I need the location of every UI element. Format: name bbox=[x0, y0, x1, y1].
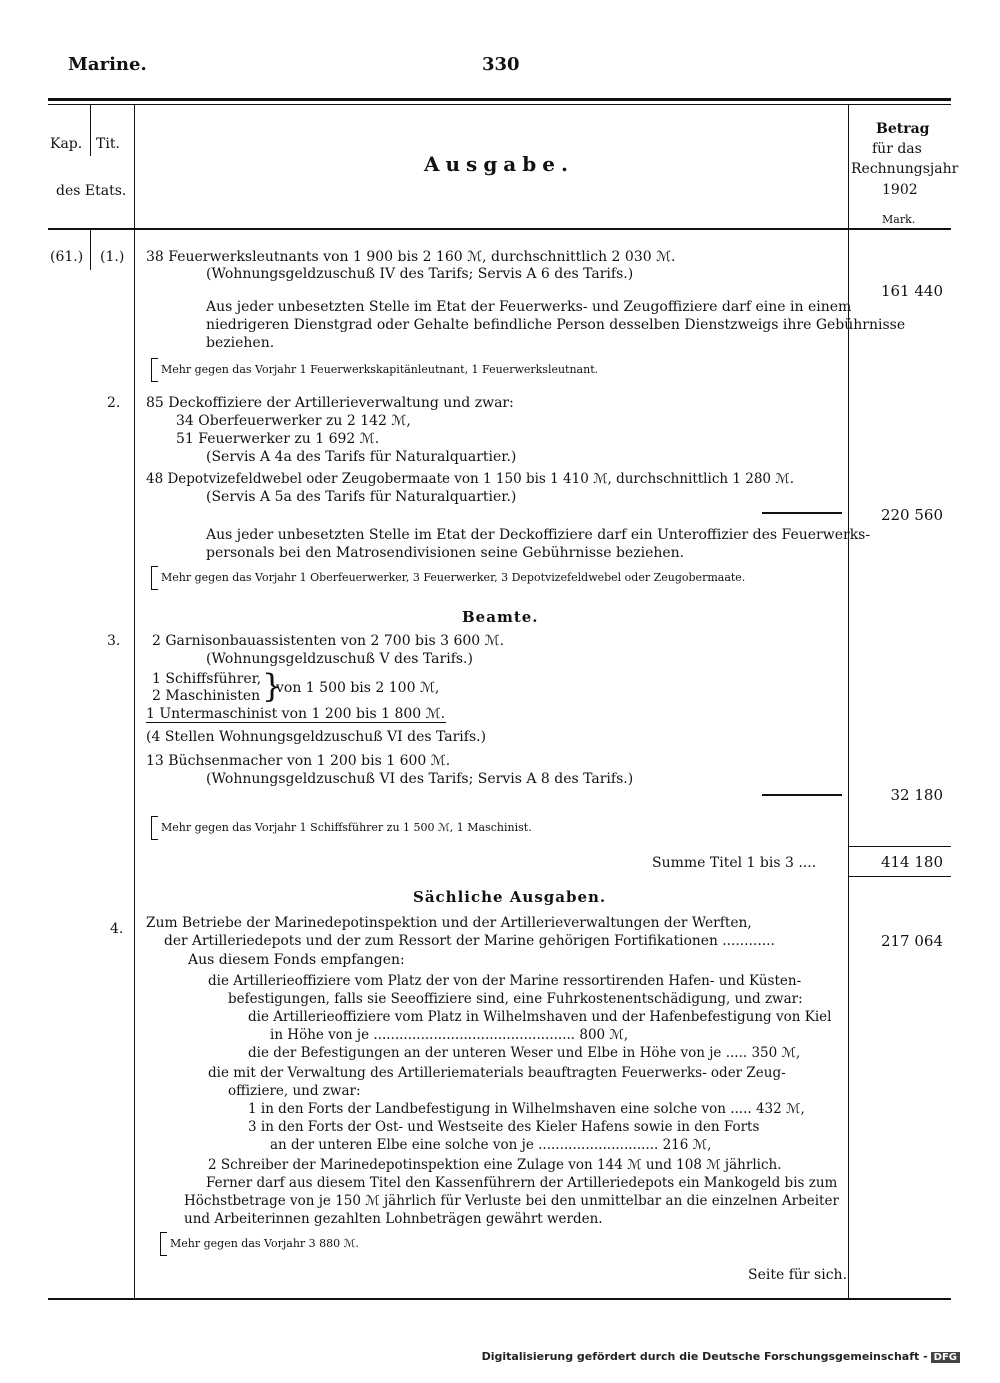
r3-tit: 3. bbox=[107, 633, 121, 649]
r3-mehr: Mehr gegen das Vorjahr 1 Schiffsführer zu 1 500 ℳ, 1 Maschinist. bbox=[161, 821, 532, 834]
r4-line-10: offiziere, und zwar: bbox=[228, 1083, 361, 1099]
header-title: Ausgabe. bbox=[424, 152, 574, 176]
kap-tit-divider-body bbox=[90, 230, 91, 270]
header-des-etats: des Etats. bbox=[56, 183, 127, 199]
r4-line-12: 3 in den Forts der Ost- und Westseite des Kieler Hafens sowie in den Forts bbox=[248, 1119, 760, 1135]
r4-line-6: die Artillerieoffiziere vom Platz in Wilhelmshaven und der Hafenbefestigung von Kiel bbox=[248, 1009, 832, 1025]
r1-kap: (61.) bbox=[50, 249, 84, 265]
r3-line-3a: 1 Schiffsführer, bbox=[152, 671, 262, 687]
r2-line-2: 34 Oberfeuerwerker zu 2 142 ℳ, bbox=[176, 413, 411, 429]
r4-line-5: befestigungen, falls sie Seeoffiziere sind, eine Fuhrkostenentschädigung, und zwar: bbox=[228, 991, 803, 1007]
r3-subtotal-line bbox=[762, 794, 842, 796]
kap-tit-divider bbox=[90, 104, 91, 156]
header-betrag-year: 1902 bbox=[882, 182, 918, 198]
r3-line-4: 1 Untermaschinist von 1 200 bis 1 800 ℳ. bbox=[146, 706, 446, 722]
r1-para-3: beziehen. bbox=[206, 335, 275, 351]
header-betrag-3: Rechnungsjahr bbox=[851, 161, 959, 177]
r2-amount: 220 560 bbox=[880, 506, 943, 524]
r2-subtotal-line bbox=[762, 512, 842, 514]
digitization-footer bbox=[482, 1350, 960, 1363]
text-column-left-border bbox=[134, 104, 135, 1299]
r2-mehr-bracket bbox=[151, 566, 158, 590]
saechliche-heading: Sächliche Ausgaben. bbox=[413, 888, 607, 906]
r4-line-3: Aus diesem Fonds empfangen: bbox=[188, 952, 405, 968]
dfg-logo: DFG bbox=[931, 1352, 960, 1363]
r3-line-5: (4 Stellen Wohnungsgeldzuschuß VI des Tarifs.) bbox=[146, 729, 487, 745]
r1-line-2: (Wohnungsgeldzuschuß IV des Tarifs; Servis A 6 des Tarifs.) bbox=[206, 266, 634, 282]
r4-line-17: und Arbeiterinnen gezahlten Lohnbeträgen gewährt werden. bbox=[184, 1211, 603, 1227]
r2-line-4: (Servis A 4a des Tarifs für Naturalquartier.) bbox=[206, 449, 517, 465]
top-rule bbox=[48, 98, 951, 101]
r4-line-14: 2 Schreiber der Marinedepotinspektion eine Zulage von 144 ℳ und 108 ℳ jährlich. bbox=[208, 1157, 782, 1173]
r3-amount: 32 180 bbox=[890, 786, 943, 804]
r2-tit: 2. bbox=[107, 395, 121, 411]
amount-column-border bbox=[848, 104, 849, 1299]
r2-line-5: 48 Depotvizefeldwebel oder Zeugobermaate von 1 150 bis 1 410 ℳ, durchschnittlich 1 280 ℳ. bbox=[146, 471, 795, 487]
r4-tit: 4. bbox=[110, 921, 124, 937]
r2-line-6: (Servis A 5a des Tarifs für Naturalquartier.) bbox=[206, 489, 517, 505]
r4-line-15: Ferner darf aus diesem Titel den Kassenführern der Artilleriedepots ein Mankogeld bis zum bbox=[206, 1175, 838, 1191]
r3-brace: } bbox=[262, 667, 283, 705]
summe-label: Summe Titel 1 bis 3 .... bbox=[652, 855, 817, 871]
r2-mehr: Mehr gegen das Vorjahr 1 Oberfeuerwerker, 3 Feuerwerker, 3 Depotvizefeldwebel oder Zeugobermaate. bbox=[161, 571, 746, 584]
r1-tit: (1.) bbox=[100, 249, 125, 265]
r4-line-9: die mit der Verwaltung des Artilleriematerials beauftragten Feuerwerks- oder Zeug- bbox=[208, 1065, 786, 1081]
r4-mehr-bracket bbox=[160, 1232, 167, 1256]
r4-line-13: an der unteren Elbe eine solche von je ............................ 216 ℳ, bbox=[270, 1137, 712, 1153]
summe-amount: 414 180 bbox=[880, 853, 943, 871]
footer-text: Digitalisierung gefördert durch die Deutsche Forschungsgemeinschaft - bbox=[481, 1350, 928, 1363]
r4-line-1: Zum Betriebe der Marinedepotinspektion und der Artillerieverwaltungen der Werften, bbox=[146, 915, 752, 931]
r2-line-1: 85 Deckoffiziere der Artillerieverwaltung und zwar: bbox=[146, 395, 514, 411]
r4-line-4: die Artillerieoffiziere vom Platz der von der Marine ressortirenden Hafen- und Küsten- bbox=[208, 973, 802, 989]
header-betrag-1: Betrag bbox=[876, 121, 930, 137]
top-rule-thin bbox=[48, 104, 951, 105]
r1-amount: 161 440 bbox=[880, 282, 943, 300]
r4-line-7: in Höhe von je ............................................... 800 ℳ, bbox=[270, 1027, 629, 1043]
header-kap: Kap. bbox=[50, 136, 83, 152]
r3-divider bbox=[146, 722, 446, 723]
r4-line-2: der Artilleriedepots und der zum Ressort der Marine gehörigen Fortifikationen ............ bbox=[164, 933, 775, 949]
r4-line-16: Höchstbetrage von je 150 ℳ jährlich für Verluste bei den unmittelbar an die einzelnen Arbeiter bbox=[184, 1193, 839, 1209]
r3-line-7: (Wohnungsgeldzuschuß VI des Tarifs; Servis A 8 des Tarifs.) bbox=[206, 771, 634, 787]
r3-line-3b: 2 Maschinisten bbox=[152, 688, 261, 704]
r1-line-1: 38 Feuerwerksleutnants von 1 900 bis 2 160 ℳ, durchschnittlich 2 030 ℳ. bbox=[146, 249, 676, 265]
r2-line-3: 51 Feuerwerker zu 1 692 ℳ. bbox=[176, 431, 380, 447]
r2-para-2: personals bei den Matrosendivisionen seine Gebührnisse beziehen. bbox=[206, 545, 685, 561]
r4-line-11: 1 in den Forts der Landbefestigung in Wilhelmshaven eine solche von ..... 432 ℳ, bbox=[248, 1101, 805, 1117]
r3-mehr-bracket bbox=[151, 816, 158, 840]
running-head: Marine. bbox=[68, 54, 147, 75]
r3-line-1: 2 Garnisonbauassistenten von 2 700 bis 3 600 ℳ. bbox=[152, 633, 505, 649]
seite-fuer-sich: Seite für sich. bbox=[748, 1267, 848, 1283]
header-rule bbox=[48, 228, 951, 230]
r1-para-1: Aus jeder unbesetzten Stelle im Etat der Feuerwerks- und Zeugoffiziere darf eine in einem bbox=[206, 299, 852, 315]
r2-para-1: Aus jeder unbesetzten Stelle im Etat der Deckoffiziere darf ein Unteroffizier des Feuerwerks- bbox=[206, 527, 871, 543]
header-betrag-2: für das bbox=[872, 141, 922, 157]
r1-para-2: niedrigeren Dienstgrad oder Gehalte befindliche Person desselben Dienstzweigs ihre Gebührnisse bbox=[206, 317, 906, 333]
summe-rule-bottom bbox=[848, 876, 951, 877]
r3-line-2: (Wohnungsgeldzuschuß V des Tarifs.) bbox=[206, 651, 473, 667]
r4-line-8: die der Befestigungen an der unteren Weser und Elbe in Höhe von je ..... 350 ℳ, bbox=[248, 1045, 801, 1061]
r1-mehr: Mehr gegen das Vorjahr 1 Feuerwerkskapitänleutnant, 1 Feuerwerksleutnant. bbox=[161, 363, 599, 376]
r3-line-6: 13 Büchsenmacher von 1 200 bis 1 600 ℳ. bbox=[146, 753, 451, 769]
r4-amount: 217 064 bbox=[880, 932, 943, 950]
beamte-heading: Beamte. bbox=[462, 608, 539, 626]
r1-mehr-bracket bbox=[151, 358, 158, 382]
r4-mehr: Mehr gegen das Vorjahr 3 880 ℳ. bbox=[170, 1237, 359, 1250]
r3-line-3c: von 1 500 bis 2 100 ℳ, bbox=[276, 680, 440, 696]
header-tit: Tit. bbox=[96, 136, 120, 152]
bottom-rule bbox=[48, 1298, 951, 1300]
summe-rule-top bbox=[848, 846, 951, 847]
header-mark: Mark. bbox=[882, 213, 916, 226]
page-number: 330 bbox=[482, 54, 520, 75]
